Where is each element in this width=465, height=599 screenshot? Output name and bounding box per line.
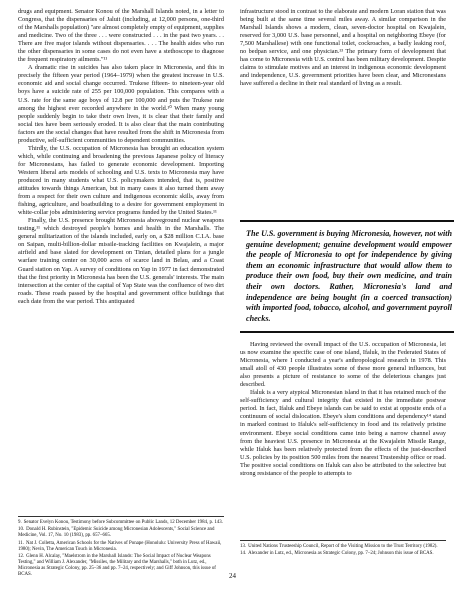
right-column-bottom [240,341,446,478]
left-paragraph-1: drugs and equipment. Senator Konou of the Marshall Islands noted, in a letter to Congress, that the dispensaries of Jaluit (including, at 12,000 persons, one-third of the Marshalls population) "are almost completely empty of equipment, supplies and medicine. Two of the three . . . were constructed . . . in the past two years. . . There are five major islands without dispensaries. . . . The health aides who run the other dispensaries in some cases do not even have a stethoscope to diagnose the frequent respiratory ailments."¹¹ [18,8,224,64]
right-paragraph-3: Ifaluk is a very atypical Micronesian island in that it has retained much of the self-sufficiency and cultural integrity that existed in the immediate postwar period. In fact, Ifaluk and Ebeye islands can be said to exist at opposite ends of a continuum of social dislocation. Ebeye's slum conditions and dependency¹⁴ stand in marked contrast to Ifaluk's self-sufficiency in food and its relatively pristine environment. Ebeye social conditions came into being a narrow channel away from the heaviest U.S. presence in Micronesia at the Kwajalein Missile Range, while Ifaluk has been relatively protected from the effects of the just-described U.S. policies by its position 500 miles from the nearest Trusteeship office or road. The positive social conditions on Ifaluk can also be attributed to the selective but strong resistance of the people to attempts to [240,389,446,477]
footnote-divider-left [18,516,224,517]
right-paragraph-1: infrastructure stood in contrast to the elaborate and modern Loran station that was being built at the same time several miles away. A similar comparison in the Marshall Islands shows a modern, clean, seven-doctor hospital on Kwajalein, reserved for 3,000 U.S. base personnel, and a hospital on neighboring Ebeye (for 7,500 Marshallese) with one functional toilet, cockroaches, a badly leaking roof, no bedpan service, and one physician.¹³ The primary form of development that has come to Micronesia with U.S. control has been military development. Despite claims to stimulate motives and an interest in indigenous economic development and independence, U.S. government priorities have been clear, and Micronesians have suffered a decline in their real standard of living as a result. [240,8,446,88]
page-number: 24 [229,572,236,580]
pull-quote [240,220,454,333]
footnote-12: 12. Glenn H. Alcalay, "Maelstrom in the Marshall Islands: The Social Impact of Nuclear Weapons Testing," and William J. Alexander, "Missiles, the Military and the Marshalls," both in Lutz, ed., Micronesia as Strategic Colony, pp. 25–36 and pp. 7–24, respectively; and Giff Johnson, this issue of BCAS. [18,554,216,578]
footnote-13: 13. United Nations Trusteeship Council, Report of the Visiting Mission to the Trust Territory (1982). [240,544,438,549]
pull-quote-text: The U.S. government is buying Micronesia, however, not with genuine development; genuine development would empower the people of Micronesia to opt for independence by giving them an economic infrastructure that would allow them to produce their own food, buy their own medicine, and train their own doctors. Rather, Micronesia's land and independence are being bought (in a coerced transaction) with imported food, tobacco, alcohol, and government payroll checks. [246,229,452,323]
left-paragraph-4: Finally, the U.S. presence brought Micronesia aboveground nuclear weapons testing,¹¹ which destroyed people's homes and health in the Marshalls. The general militarization of the islands included, early on, a $28 million C.I.A. base on Saipan, multi-billion-dollar missile-tracking facilities on Kwajalein, a major airfield and base slated for development on Tinian, detailed plans for a jungle warfare training center on 30,000 acres of scarce land in Belau, and a Coast Guard station on Yap. A survey of conditions on Yap in 1977 in fact demonstrated that the first priority in Micronesia has been the U.S. generals' interests. The main intersection at the center of the capital of Yap State was the confluence of two dirt roads. These roads passed by the hospital and government office buildings that each date from the war period. This antiquated [18,217,224,305]
left-column [18,8,224,306]
footnotes-left [18,520,224,580]
footnote-11: 11. Nat J. Colletta, American Schools for the Natives of Ponape (Honolulu: University Press of Hawaii, 1980); Nevin, The American Touch in Micronesia. [18,540,222,552]
left-paragraph-2: A dramatic rise in suicides has also taken place in Micronesia, and this in precisely the fifteen year period (1964–1979) when the greatest increase in U.S. economic aid and social change occurred. Trukese fifteen- to nineteen-year old boys have a suicide rate of 255 per 100,000 population. This compares with a U.S. rate for the same age boys of 12.8 per 100,000 and puts the Trukese rate among the highest ever recorded anywhere in the world.¹⁰ When many young people suddenly begin to take their own lives, it is clear that their family and social ties have been seriously eroded. It is also clear that the main contributing factors are the social changes that have resulted from the shift in Micronesia from productive, self-sufficient communities to dependent communities. [18,64,224,144]
right-paragraph-2: Having reviewed the overall impact of the U.S. occupation of Micronesia, let us now examine the specific case of one island, Ifaluk, in the Federated States of Micronesia, where I conducted a year's anthropological research in 1978. This small atoll of 430 people illustrates some of these more general influences, but also presents a picture of resistance to some of the deleterious changes just described. [240,341,446,389]
left-paragraph-3: Thirdly, the U.S. occupation of Micronesia has brought an education system which, while continuing and broadening the previous Japanese policy of literacy for Micronesians, has failed to generate economic development. Importing Western liberal arts models of schooling and U.S. texts to Micronesia may have produced in many students what U.S. policymakers intended, that is, positive attitudes towards things American, but in many cases it also turned them away from a respect for their own culture and indigenous economic skills, away from fishing, agriculture, and boatbuilding to a desire for government employment in white-collar jobs administering service programs funded by the United States.¹¹ [18,144,224,217]
footnote-divider-right [240,540,446,541]
right-column-top [240,8,446,88]
footnote-14: 14. Alexander in Lutz, ed., Micronesia as Strategic Colony, pp. 7–24; Johnson this issue of BCAS. [240,551,434,557]
footnote-10: 10. Donald H. Rubinstein, "Epidemic Suicide among Micronesian Adolescents," Social Science and Medicine, Vol. 17, No. 10 (1983), pp. 657–665. [18,527,215,539]
footnote-9: 9. Senator Evelyn Konou, Testimony before Subcommittee on Public Lands, 12 December 1984, p. 143. [18,520,223,525]
footnotes-right [240,544,446,559]
